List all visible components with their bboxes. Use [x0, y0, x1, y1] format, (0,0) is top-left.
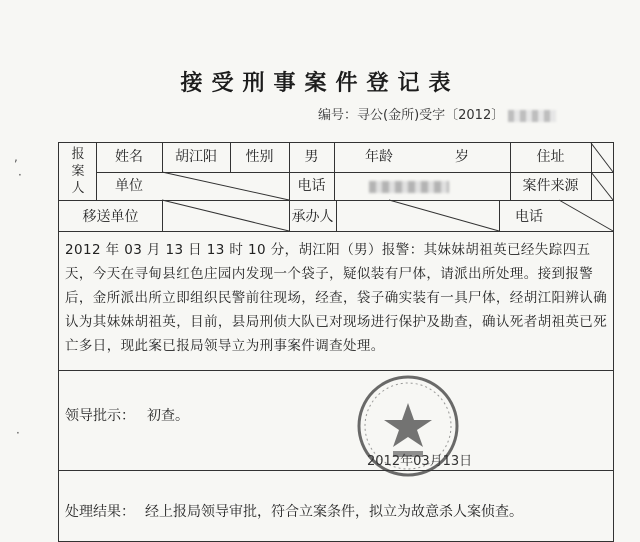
age-unit: 岁	[455, 149, 469, 165]
redacted-phone	[369, 181, 449, 193]
transfer-unit-label: 移送单位	[82, 209, 139, 225]
form-title: 接受刑事案件登记表	[180, 70, 460, 96]
case-source-label: 案件来源	[522, 178, 579, 194]
age-label: 年龄	[365, 149, 393, 165]
name-label: 姓名	[115, 149, 143, 165]
unit-label: 单位	[115, 178, 143, 194]
address-label: 住址	[536, 149, 565, 165]
stamp-date: 2012年03月13日	[367, 454, 473, 469]
gender-value: 男	[304, 149, 319, 165]
report-text: 2012 年 03 月 13 日 13 时 10 分，胡江阳（男）报警：其妹妹胡祖英已经失踪四五天，今天在寻甸县红色庄园内发现一个袋子，疑似装有尸体，请派出所处理。接到报警后，金所派出所立即组织民警前往现场，经查，袋子确实装有一具尸体，经胡江阳辨认确认为其妹妹胡祖英，目前，县局刑侦大队已对现场进行保护及勘查，确认死者胡祖英已死亡多日，现此案已报局领导立为刑事案件调查处理。	[65, 242, 608, 354]
registration-form	[58, 142, 614, 542]
handling-result	[65, 501, 523, 521]
leader-instruction	[65, 405, 189, 425]
leader-value: 初查。	[147, 408, 189, 424]
handler-label: 承办人	[291, 209, 334, 225]
leader-label: 领导批示：	[65, 408, 135, 424]
result-label: 处理结果：	[65, 504, 135, 520]
binding-mark: ·	[18, 168, 22, 182]
serial-number	[318, 104, 556, 123]
binding-mark: ·	[16, 426, 20, 440]
gender-label: 性别	[245, 149, 274, 165]
serial-label: 编号：寻公(金所)受字〔2012〕	[318, 108, 505, 123]
redacted-serial	[508, 110, 556, 122]
phone-label: 电话	[297, 178, 326, 194]
name-value: 胡江阳	[175, 149, 217, 165]
phone-label-2: 电话	[515, 209, 543, 225]
binding-mark: ,	[14, 150, 18, 164]
reporter-label: 报案人	[71, 147, 85, 196]
result-value: 经上报局领导审批，符合立案条件，拟立为故意杀人案侦查。	[145, 504, 523, 520]
